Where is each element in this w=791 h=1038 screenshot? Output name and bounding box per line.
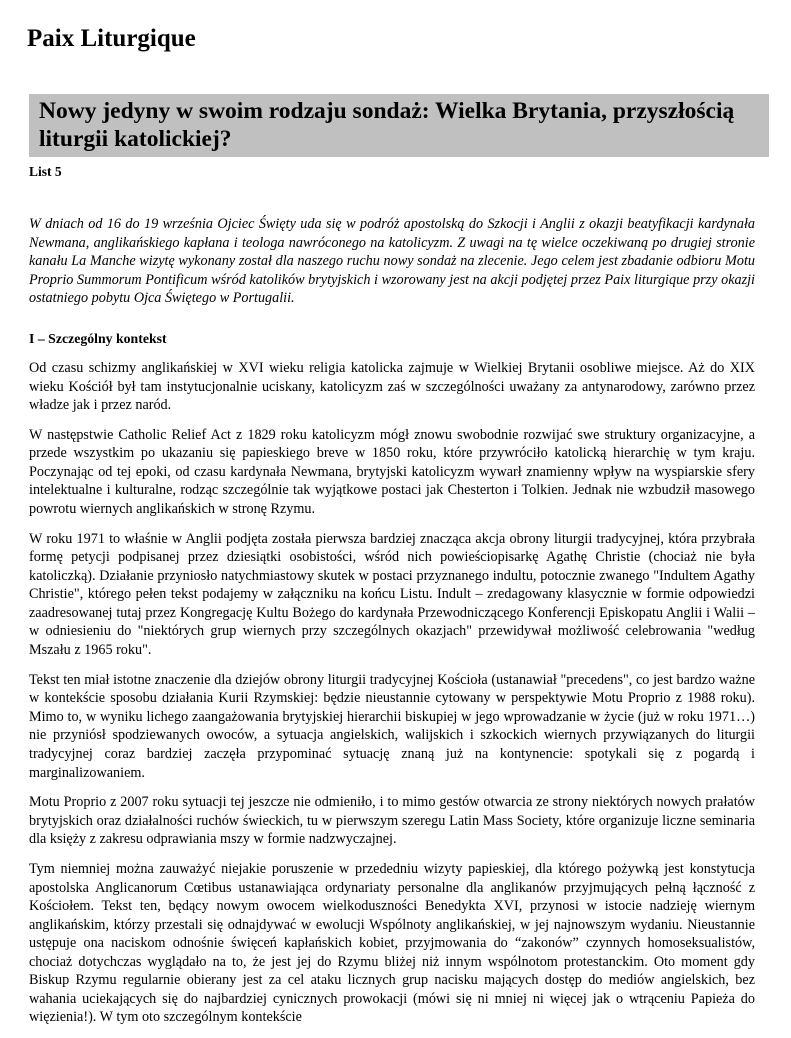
article-body xyxy=(29,359,755,1038)
list-label: List 5 xyxy=(29,164,62,179)
body-paragraph: Tym niemniej można zauważyć niejakie poruszenie w przededniu wizyty papieskiej, dla którego pożywką jest konstytucja apostolska Anglicanorum Cœtibus ustanawiająca ordynariaty personalne dla anglikanów przyjmujących pełną łączność z Kościołem. Tekst ten, będący nowym owocem wielkoduszności Benedykta XVI, przynosi w istocie nadzieję wiernym anglikańskim, którzy przestali się odnajdywać w ewolucji Wspólnoty anglikańskiej, w jej najnowszym wydaniu. Nieustannie ustępuje ona naciskom odnośnie święceń kapłańskich kobiet, przyjmowania do “zakonów” czynnych homoseksualistów, chociaż dotychczas wyglądało na to, że jest jej do Rzymu bliżej niż innym wspólnotom protestanckim. Oto moment gdy Biskup Rzymu regularnie obierany jest za cel ataku licznych grup nacisku mających dostęp do mediów angielskich, bez wahania uciekających się do najbardziej cynicznych prowokacji (mówi się ni mniej ni więcej jak o wtrąceniu Papieża do więzienia!). W tym oto szczególnym kontekście xyxy=(29,861,755,1026)
body-paragraph: Od czasu schizmy anglikańskiej w XVI wieku religia katolicka zajmuje w Wielkiej Brytanii osobliwe miejsce. Aż do XIX wieku Kościół był tam instytucjonalnie uciskany, katolicyzm zaś w szczególności uważany za antynarodowy, zarówno przez władze jak i przez naród. xyxy=(29,360,755,414)
intro-paragraph: W dniach od 16 do 19 września Ojciec Święty uda się w podróż apostolską do Szkocji i Anglii z okazji beatyfikacji kardynała Newmana, anglikańskiego kapłana i teologa nawróconego na katolicyzm. Z uwagi na tę wielce oczekiwaną po drugiej stronie kanału La Manche wizytę wykonany został dla naszego ruchu nowy sondaż na zlecenie. Jego celem jest zbadanie odbioru Motu Proprio Summorum Pontificum wśród katolików brytyjskich i wzorowany jest na akcji podjętej przez Paix liturgique przy okazji ostatniego pobytu Ojca Świętego w Portugalii. xyxy=(29,216,755,307)
body-paragraph: W następstwie Catholic Relief Act z 1829 roku katolicyzm mógł znowu swobodnie rozwijać swe struktury organizacyjne, a przede wszystkim po ukazaniu się papieskiego breve w 1850 roku, które przywróciło katolicką hierarchię w tym kraju. Poczynając od tej epoki, od czasu kardynała Newmana, brytyjski katolicyzm wywarł znamienny wpływ na wyspiarskie sfery intelektualne i kulturalne, rodząc szczególnie tak wyjątkowe postaci jak Chesterton i Tolkien. Jednak nie wzbudził masowego powrotu wiernych anglikańskich w stronę Rzymu. xyxy=(29,426,755,518)
body-paragraph: W roku 1971 to właśnie w Anglii podjęta została pierwsza bardziej znacząca akcja obrony liturgii tradycyjnej, która przybrała formę petycji podpisanej przez dziesiątki osobistości, wśród nich powieściopisarkę Agathę Christie (chociaż nie była katoliczką). Działanie przyniosło natychmiastowy skutek w postaci przyznanego indultu, potocznie zwanego "Indultem Agathy Christie", którego pełen tekst podajemy w załączniku na końcu Listu. Indult – zredagowany klasycznie w formie odpowiedzi zaadresowanej tutaj przez Kongregację Kultu Bożego do kardynała Przewodniczącego Konferencji Episkopatu Anglii i Walii – w odniesieniu do "niektórych grup wiernych przy szczególnych okazjach" przewidywał możliwość celebrowania "według Mszału z 1965 roku". xyxy=(29,530,755,659)
body-paragraph: Motu Proprio z 2007 roku sytuacji tej jeszcze nie odmieniło, i to mimo gestów otwarcia ze strony niektórych nowych prałatów brytyjskich oraz działalności ruchów świeckich, tu w pierwszym szeregu Latin Mass Society, które organizuje liczne seminaria dla księży z zakresu odprawiania mszy w formie nadzwyczajnej. xyxy=(29,794,755,848)
section-heading: I – Szczególny kontekst xyxy=(29,331,167,346)
site-title: Paix Liturgique xyxy=(27,25,196,52)
body-paragraph: Tekst ten miał istotne znaczenie dla dziejów obrony liturgii tradycyjnej Kościoła (ustanawiał "precedens", co jest bardzo ważne w kontekście sposobu działania Kurii Rzymskiej: będzie nieustannie cytowany w perspektywie Motu Proprio z 1988 roku). Mimo to, w wyniku lichego zaangażowania brytyjskiej hierarchii biskupiej w jego wprowadzanie w życie (już w roku 1971…) nie przyniósł spodziewanych owoców, a sytuacja angielskich, walijskich i szkockich wiernych przywiązanych do liturgii tradycyjnej coraz bardziej zaczęła przypominać sytuację znaną już na kontynencie: spotykali się z pogardą i marginalizowaniem. xyxy=(29,671,755,781)
headline-banner xyxy=(29,94,769,157)
article-headline: Nowy jedyny w swoim rodzaju sondaż: Wielka Brytania, przyszłością liturgii katolickiej? xyxy=(39,98,735,152)
